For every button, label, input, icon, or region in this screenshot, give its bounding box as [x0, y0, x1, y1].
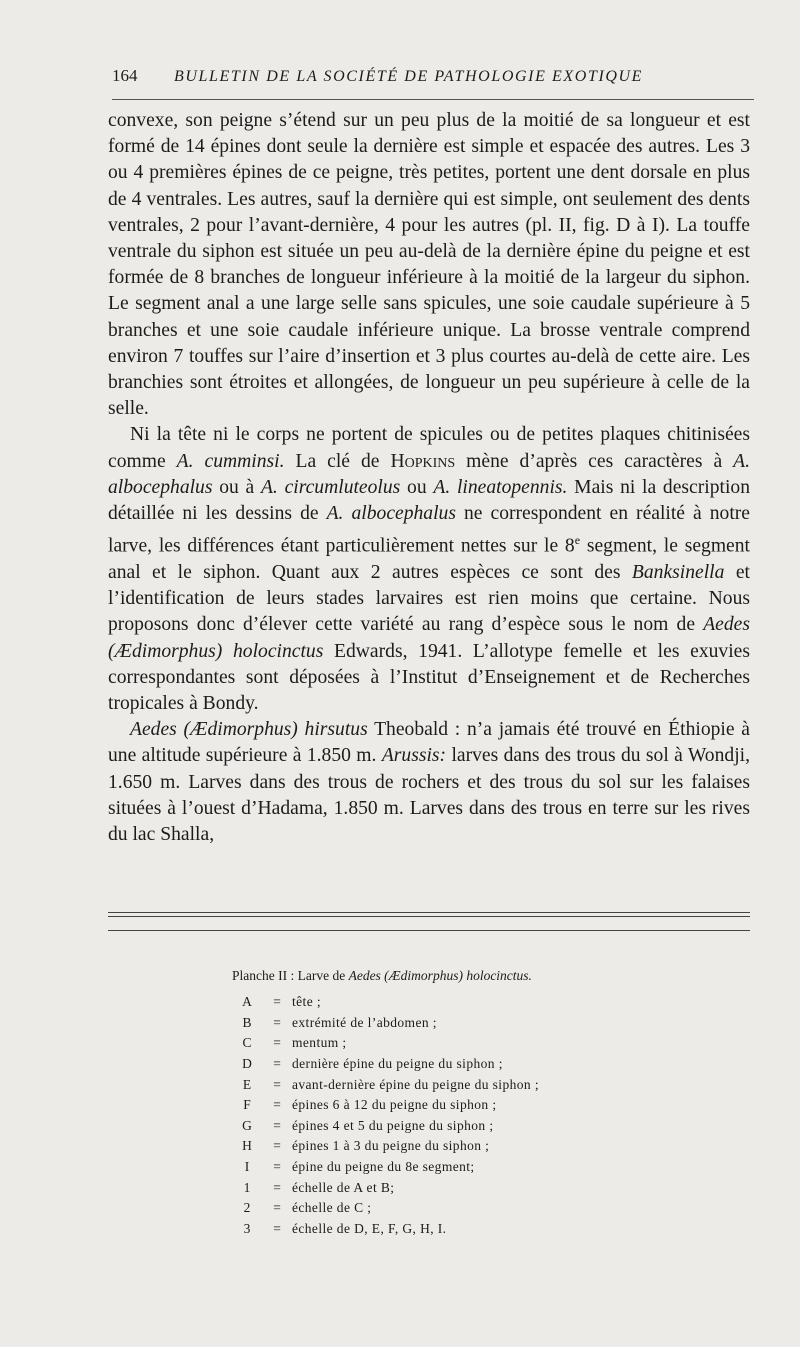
legend-equals: = — [273, 1117, 281, 1133]
legend-description: échelle de C ; — [292, 1200, 372, 1216]
legend-description: tête ; — [292, 994, 322, 1010]
legend-item — [232, 1198, 752, 1219]
legend-item — [232, 1219, 752, 1240]
legend-description: mentum ; — [292, 1035, 347, 1051]
legend-equals: = — [273, 1076, 281, 1092]
legend-key: C — [242, 1035, 252, 1051]
caption-species: Aedes (Ædimorphus) holocinctus. — [348, 968, 532, 983]
text-run: ne correspondent en réalité à notre larve, les différences étant particulièrement nettes sur le 8 — [108, 503, 750, 557]
caption-title — [232, 968, 752, 984]
legend-item — [232, 1095, 752, 1116]
legend-key: D — [242, 1056, 252, 1072]
species-name: A. albocephalus — [108, 450, 751, 498]
legend-equals: = — [273, 1138, 281, 1154]
text-run: segment, le segment anal et le siphon. Quant aux 2 autres espèces ce sont des — [108, 535, 750, 583]
running-title: BULLETIN DE LA SOCIÉTÉ DE PATHOLOGIE EXOTIQUE — [174, 68, 644, 85]
legend-equals: = — [273, 1035, 281, 1051]
legend-equals: = — [273, 1200, 281, 1216]
legend-item — [232, 1177, 752, 1198]
legend-item — [232, 1033, 752, 1054]
paragraph-1: convexe, son peigne s’étend sur un peu plus de la moitié de sa longueur et est formé de 14 épines dont seule la dernière est simple et espacée des autres. Les 3 ou 4 premières épines de ce peigne, très petites, portent une dent dorsale en plus de 4 ventrales. Les autres, sauf la dernière qui est simple, ont seulement des dents ventrales, 2 pour l’avant-dernière, 4 pour les autres (pl. II, fig. D à I). La touffe ventrale du siphon est située un peu au-delà de la dernière épine du peigne et est formée de 8 branches de longueur inférieure à la moitié de la largeur du siphon. Le segment anal a une large selle sans spicules, une soie caudale supérieure à 5 branches et une soie caudale inférieure unique. La brosse ventrale comprend environ 7 touffes sur l’aire d’insertion et 3 plus courtes au-delà de cette aire. Les branchies sont étroites et allongées, de longueur un peu supérieure à celle de la selle. — [108, 110, 750, 420]
legend-item — [232, 1013, 752, 1034]
legend-description: avant-dernière épine du peigne du siphon ; — [292, 1076, 539, 1092]
species-name: Aedes (Ædimorphus) holocinctus — [108, 614, 750, 662]
legend-equals: = — [273, 1179, 281, 1195]
footer-rule-bottom — [108, 930, 750, 931]
legend-equals: = — [273, 1056, 281, 1072]
running-header — [112, 66, 752, 86]
legend-description: épines 1 à 3 du peigne du siphon ; — [292, 1138, 490, 1154]
legend-item — [232, 1136, 752, 1157]
legend-key: H — [242, 1138, 252, 1154]
legend-item — [232, 1157, 752, 1178]
legend-key: A — [242, 994, 252, 1010]
legend-description: échelle de D, E, F, G, H, I. — [292, 1220, 447, 1236]
legend-description: échelle de A et B; — [292, 1179, 395, 1195]
author-name: Hopkins — [390, 450, 456, 472]
legend-description: épines 6 à 12 du peigne du siphon ; — [292, 1097, 497, 1113]
text-run: ou — [400, 476, 434, 498]
legend-equals: = — [273, 1014, 281, 1030]
legend-key: I — [244, 1159, 250, 1175]
text-run: Ni la tête ni le corps ne portent de spicules ou de petites plaques chitinisées comme — [108, 424, 750, 472]
legend-equals: = — [273, 1097, 281, 1113]
legend-key: 1 — [243, 1179, 251, 1195]
header-rule — [112, 99, 754, 100]
legend-item — [232, 1054, 752, 1075]
page-number: 164 — [112, 66, 138, 85]
legend-description: extrémité de l’abdomen ; — [292, 1014, 437, 1030]
footer-rule-middle — [108, 916, 750, 917]
text-run: La clé de — [284, 450, 391, 472]
footer-rule-top — [108, 912, 750, 913]
legend-item — [232, 1116, 752, 1137]
species-name: A. albocephalus — [326, 503, 456, 525]
legend-item — [232, 992, 752, 1013]
text-run: mène d’après ces caractères à — [455, 450, 734, 472]
legend-key: F — [243, 1097, 251, 1113]
body-text — [108, 108, 750, 848]
legend-description: épines 4 et 5 du peigne du siphon ; — [292, 1117, 494, 1133]
species-name: A. lineatopennis. — [433, 476, 568, 498]
species-name: A. circumluteolus — [260, 476, 401, 498]
caption-prefix: Planche II : Larve de — [232, 968, 349, 983]
legend-equals: = — [273, 1220, 281, 1236]
paragraph-2 — [108, 422, 750, 717]
legend-equals: = — [273, 1159, 281, 1175]
legend-key: 3 — [243, 1220, 251, 1236]
species-name: A. cumminsi. — [176, 450, 285, 472]
legend-key: G — [242, 1117, 252, 1133]
legend-description: dernière épine du peigne du siphon ; — [292, 1056, 503, 1072]
text-run: larves dans des trous du sol à Wondji, 1.650 m. Larves dans des trous de rochers et des trous du sol sur les falaises situées à l’ouest d’Hadama, 1.850 m. Larves dans des trous en terre sur les rives du lac Shalla, — [108, 745, 750, 846]
species-name: Aedes (Ædimorphus) hirsutus — [130, 719, 368, 741]
legend-key: E — [242, 1076, 252, 1092]
legend-key: B — [242, 1014, 252, 1030]
legend-description: épine du peigne du 8e segment; — [292, 1159, 475, 1175]
region-name: Arussis: — [381, 745, 447, 767]
text-run: ou à — [212, 476, 261, 498]
genus-name: Banksinella — [631, 561, 725, 583]
paragraph-3 — [108, 717, 750, 848]
text-run: Edwards, 1941. L’allotype femelle et les exuvies correspondantes sont déposées à l’Institut d’Enseignement et de Recherches tropicales à Bondy. — [108, 640, 750, 714]
text-run: Theobald : n’a jamais été trouvé en Éthiopie à une altitude supérieure à 1.850 m. — [108, 719, 750, 767]
superscript: e — [574, 533, 581, 548]
legend-list — [232, 992, 752, 1239]
text-run: et l’identification de leurs stades larvaires est rien moins que certaine. Nous proposons donc d’élever cette variété au rang d’espèce sous le nom de — [108, 561, 750, 636]
legend-key: 2 — [243, 1200, 251, 1216]
text-run: Mais ni la description détaillée ni les dessins de — [108, 476, 750, 525]
legend-item — [232, 1074, 752, 1095]
legend-equals: = — [273, 994, 281, 1010]
plate-caption — [232, 968, 752, 1239]
